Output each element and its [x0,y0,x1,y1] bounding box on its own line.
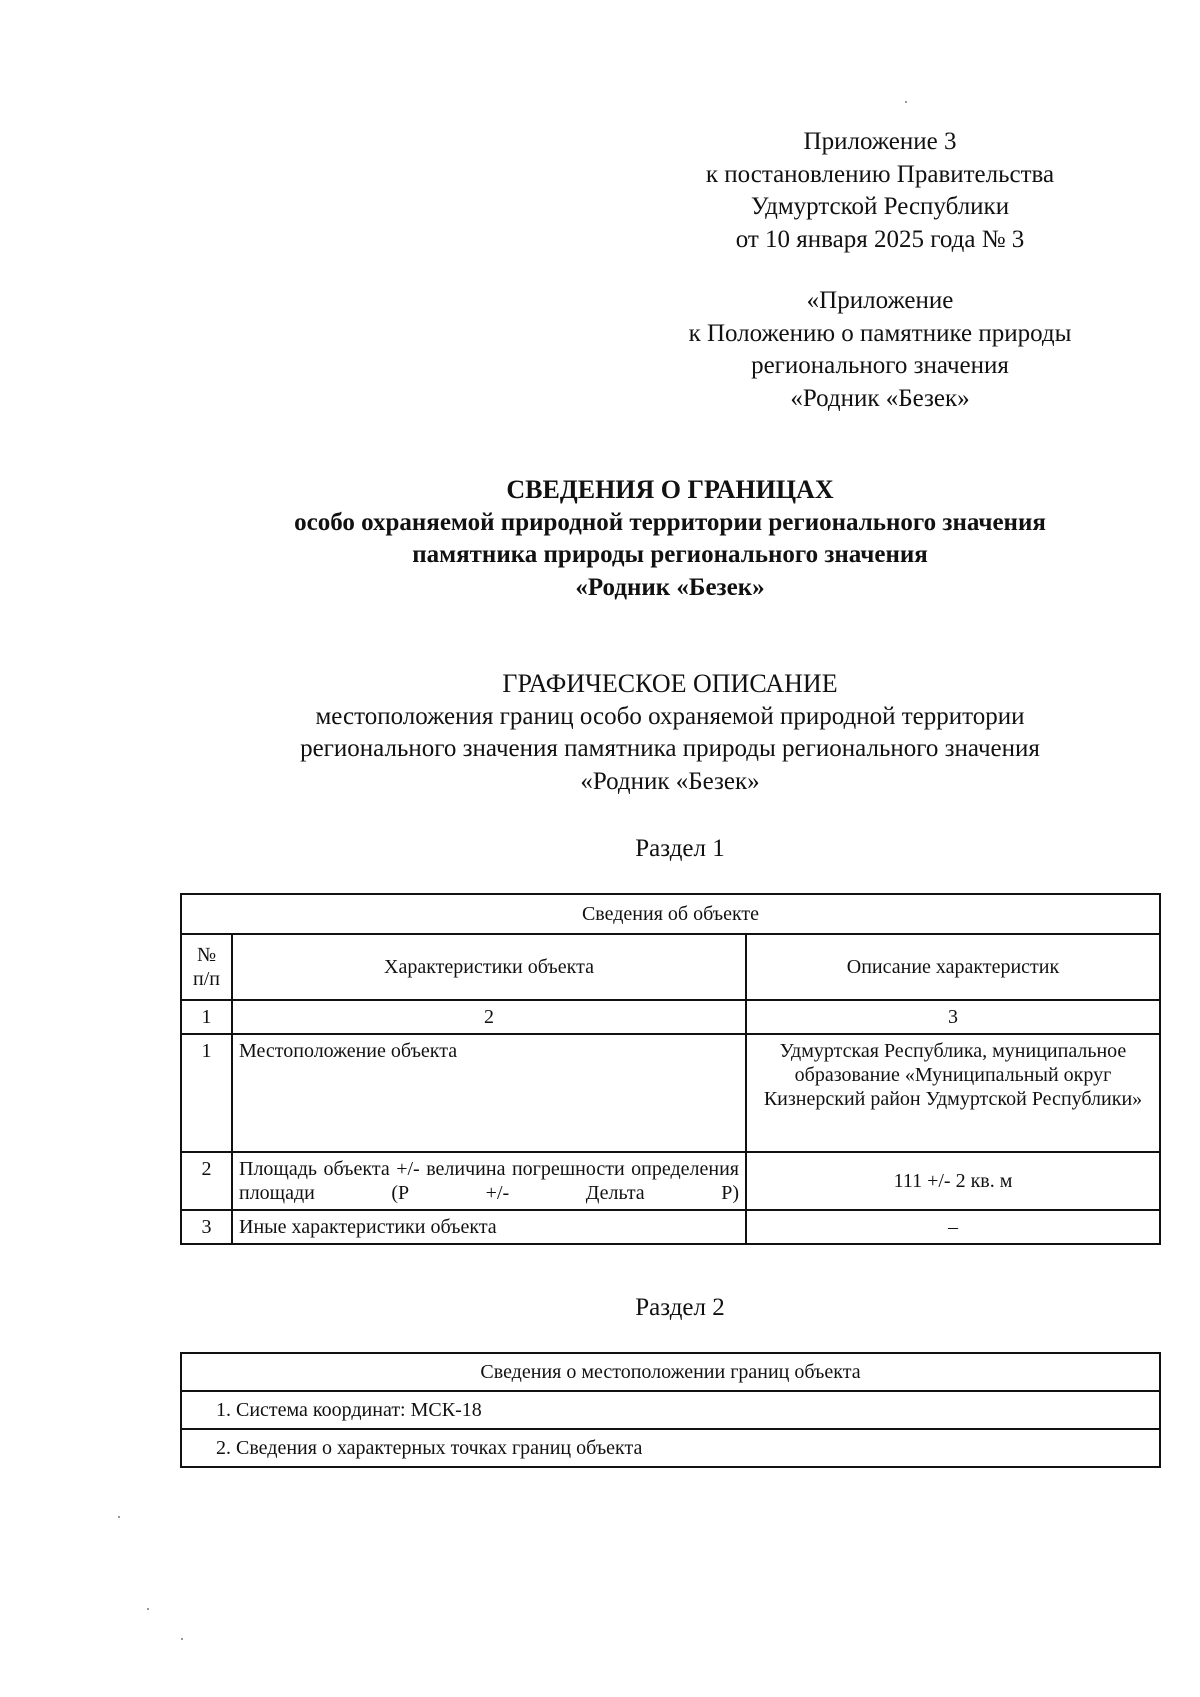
header-characteristics: Характеристики объекта [232,934,746,1000]
annex-number: Приложение 3 [803,128,957,155]
list-item [181,1391,1160,1429]
row-num: 2 [181,1152,232,1210]
graphic-description-heading [140,668,1200,798]
title-line-4: «Родник «Безек» [575,573,765,601]
object-info-table [180,893,1161,1245]
row-num: 3 [181,1210,232,1244]
row-characteristic: Площадь объекта +/- величина погрешности определения площади (Р +/- Дельта Р) [232,1152,746,1210]
row-description: 111 +/- 2 кв. м [746,1152,1160,1210]
annex-regulation-reference [620,285,1140,415]
annex-republic: Удмуртской Республики [750,193,1010,220]
boundary-points-item: 2. Сведения о характерных точках границ объекта [181,1429,1160,1467]
header-description: Описание характеристик [746,934,1160,1000]
index-cell-2: 2 [232,1000,746,1034]
graphic-line-2: местоположения границ особо охраняемой природной территории [315,702,1025,730]
index-cell-1: 1 [181,1000,232,1034]
index-cell-3: 3 [746,1000,1160,1034]
title-line-3: памятника природы регионального значения [412,541,928,568]
table-row [181,1210,1160,1244]
graphic-line-1: ГРАФИЧЕСКОЕ ОПИСАНИЕ [502,669,838,698]
table-header-row [181,934,1160,1000]
table-index-row [181,1000,1160,1034]
annex-resolution: к постановлению Правительства [705,160,1055,188]
table-row [181,1034,1160,1152]
table-caption-row [181,1353,1160,1391]
annex-reference [620,126,1140,256]
scan-speck [147,1608,149,1610]
coordinate-system-item: 1. Система координат: МСК-18 [181,1391,1160,1429]
graphic-line-3: регионального значения памятника природы регионального значения [300,735,1040,762]
title-line-1: СВЕДЕНИЯ О ГРАНИЦАХ [506,475,834,504]
table-caption: Сведения о местоположении границ объекта [181,1353,1160,1391]
table-caption-row [181,894,1160,934]
annex-prev-significance: регионального значения [751,352,1009,379]
row-characteristic: Местоположение объекта [232,1034,746,1152]
scan-speck [118,1516,120,1518]
annex-prev-name: «Родник «Безек» [790,384,970,412]
annex-date: от 10 января 2025 года № 3 [735,225,1025,253]
row-description: Удмуртская Республика, муниципальное образование «Муниципальный округ Кизнерский район Удмуртской Республики» [746,1034,1160,1152]
boundary-location-table [180,1352,1161,1468]
graphic-line-4: «Родник «Безек» [580,767,760,795]
table-row [181,1152,1160,1210]
table-caption: Сведения об объекте [181,894,1160,934]
scan-speck [181,1638,183,1640]
header-num: № п/п [181,934,232,1000]
row-characteristic: Иные характеристики объекта [232,1210,746,1244]
section-2-heading: Раздел 2 [635,1294,725,1321]
scan-speck [905,101,907,103]
annex-prev-title: «Приложение [806,287,954,314]
title-line-2: особо охраняемой природной территории регионального значения [294,508,1046,536]
list-item [181,1429,1160,1467]
document-title [140,474,1200,604]
section-1-heading: Раздел 1 [635,835,725,862]
row-description: – [746,1210,1160,1244]
row-num: 1 [181,1034,232,1152]
annex-prev-regulation: к Положению о памятнике природы [688,319,1072,347]
